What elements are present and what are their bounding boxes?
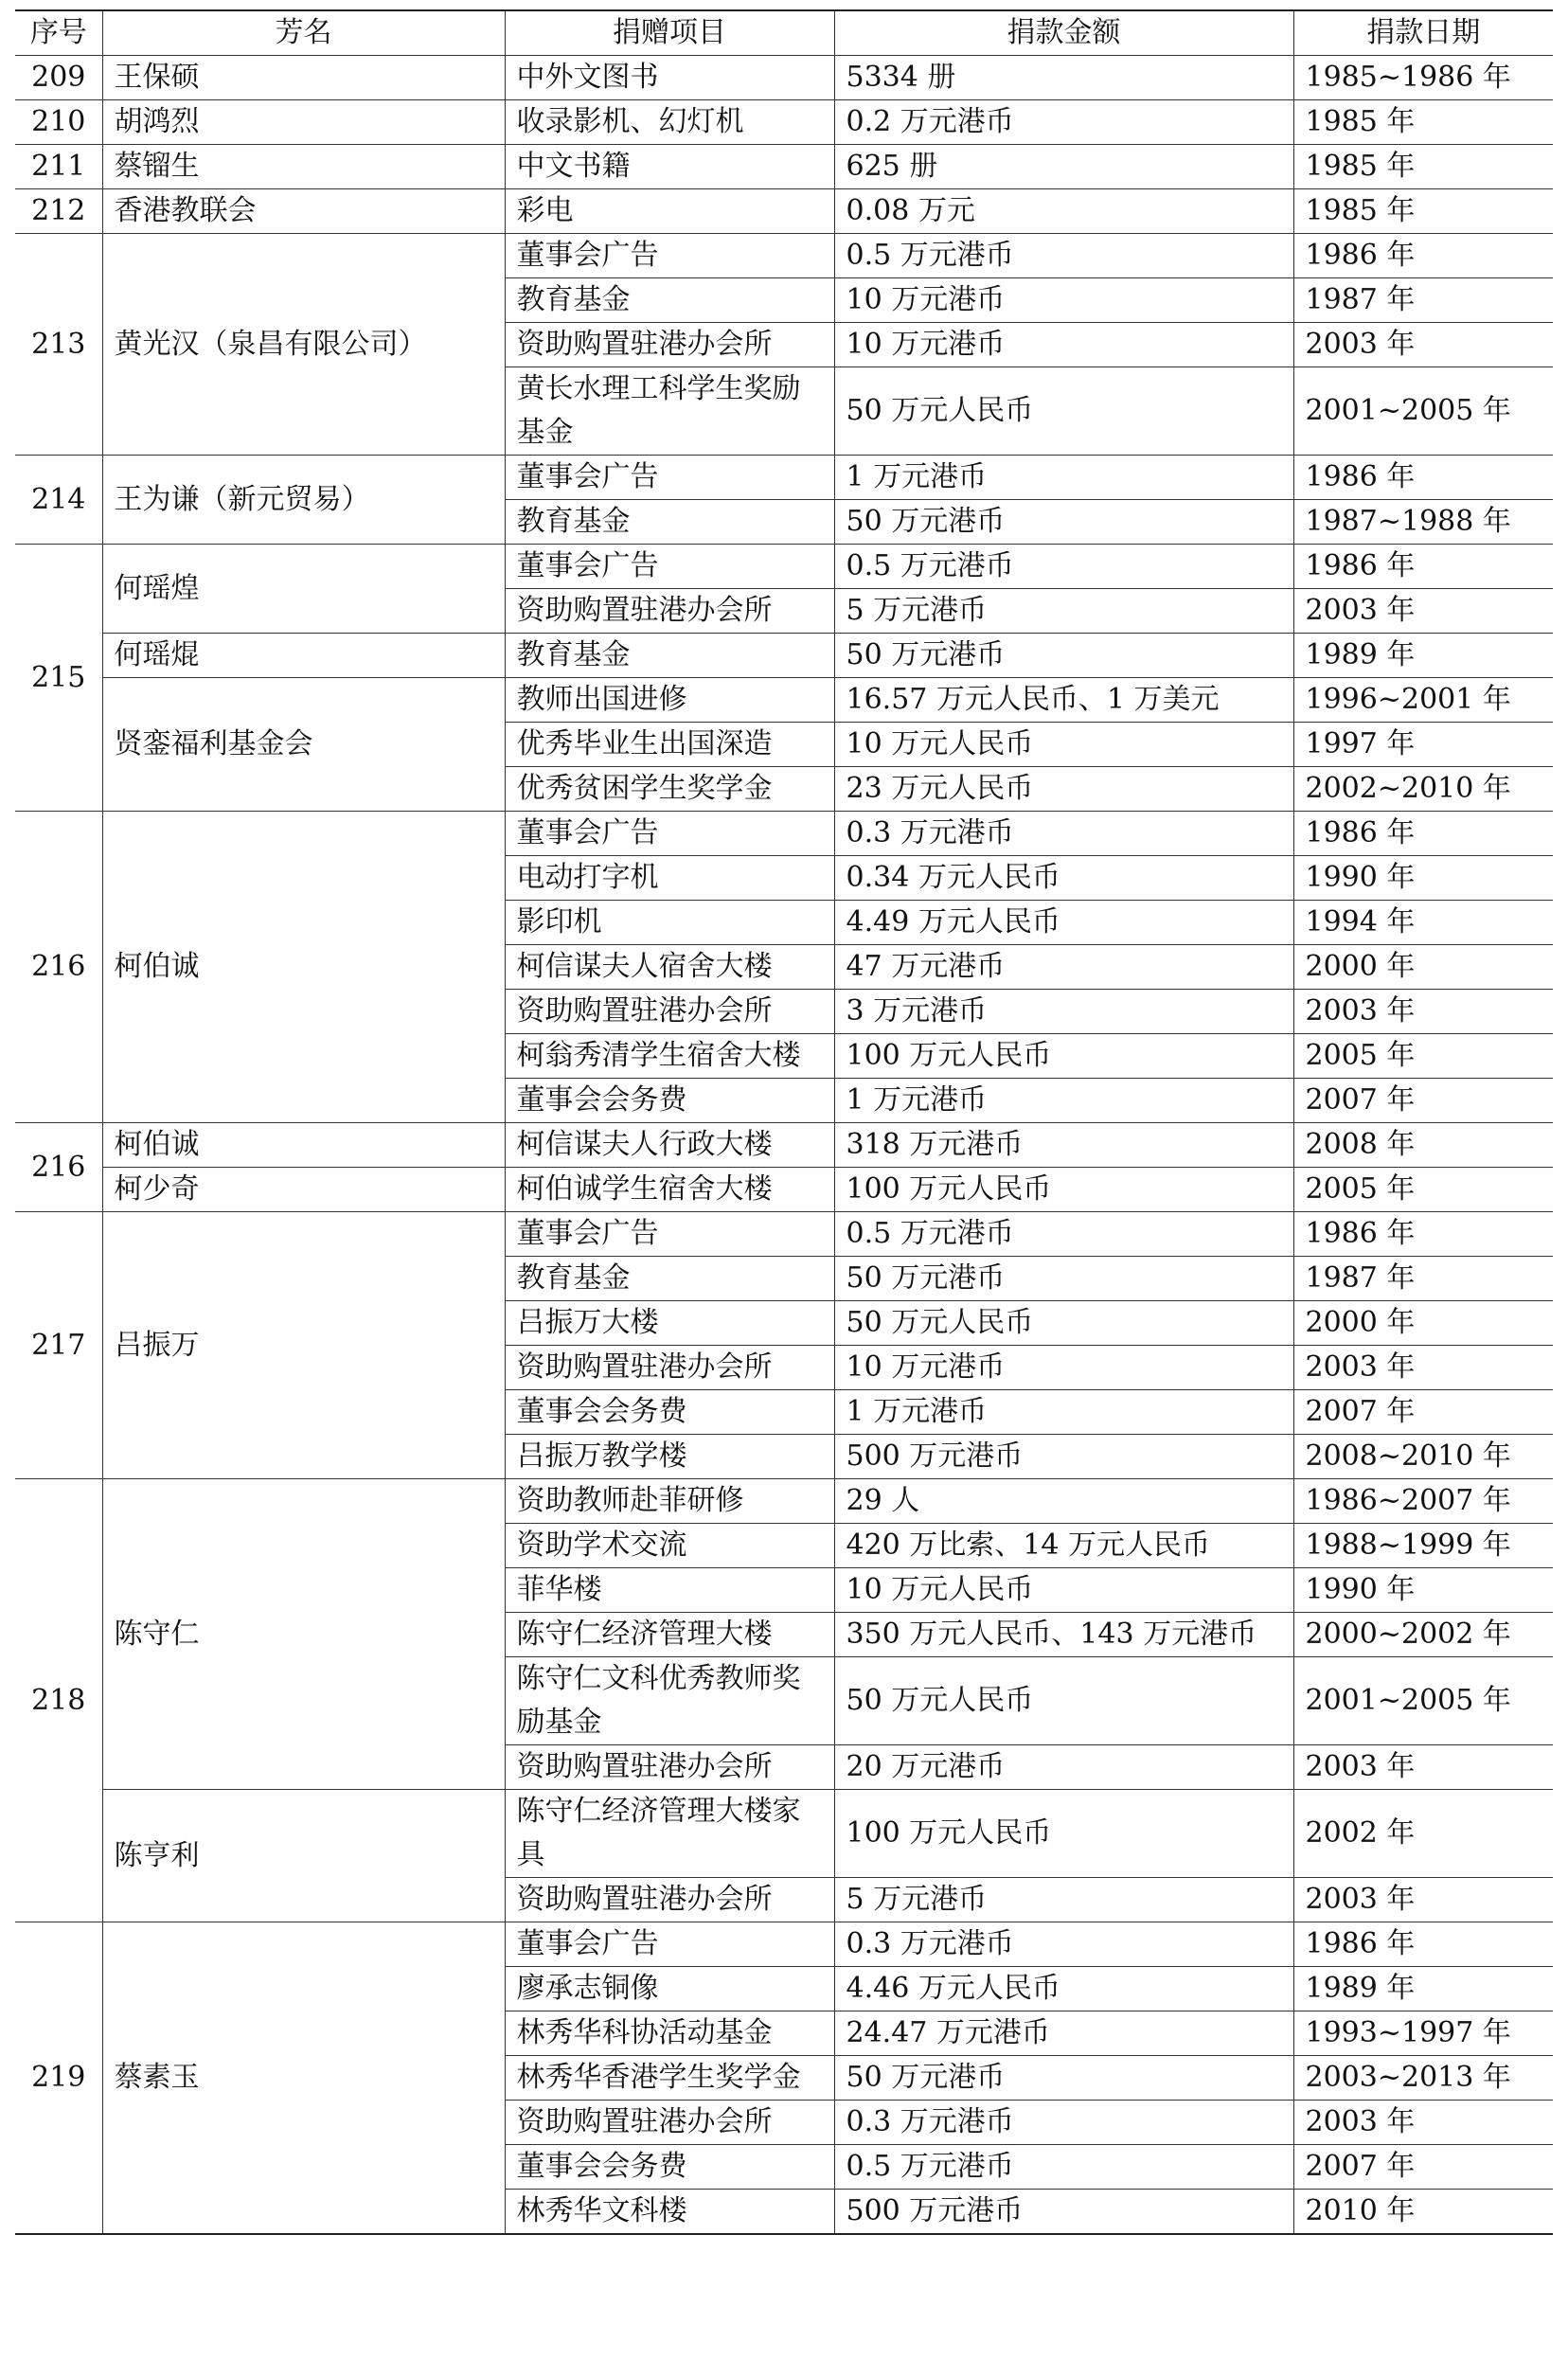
cell-date: 2007 年 <box>1293 2145 1553 2190</box>
cell-item: 优秀贫困学生奖学金 <box>505 767 834 812</box>
cell-no: 216 <box>15 1123 102 1212</box>
cell-item: 影印机 <box>505 901 834 945</box>
cell-amount: 23 万元人民币 <box>834 767 1293 812</box>
table-row <box>15 634 1553 678</box>
cell-amount: 4.46 万元人民币 <box>834 1967 1293 2011</box>
cell-amount: 10 万元港币 <box>834 323 1293 367</box>
cell-item: 教育基金 <box>505 634 834 678</box>
cell-amount: 29 人 <box>834 1479 1293 1524</box>
cell-item: 资助学术交流 <box>505 1524 834 1568</box>
cell-no: 217 <box>15 1212 102 1479</box>
cell-name: 吕振万 <box>102 1212 505 1479</box>
cell-date: 1986 年 <box>1293 1212 1553 1257</box>
cell-amount: 50 万元港币 <box>834 634 1293 678</box>
cell-date: 1993~1997 年 <box>1293 2011 1553 2056</box>
cell-amount: 50 万元人民币 <box>834 367 1293 456</box>
cell-no: 209 <box>15 56 102 100</box>
header-row <box>15 10 1553 56</box>
cell-item: 资助购置驻港办会所 <box>505 323 834 367</box>
table-row <box>15 545 1553 589</box>
table-body <box>15 56 1553 2235</box>
cell-name: 黄光汉（泉昌有限公司） <box>102 234 505 456</box>
cell-name: 香港教联会 <box>102 189 505 234</box>
cell-date: 1986 年 <box>1293 456 1553 500</box>
cell-item: 董事会广告 <box>505 545 834 589</box>
cell-name: 王保硕 <box>102 56 505 100</box>
cell-item: 中文书籍 <box>505 145 834 189</box>
cell-item: 董事会会务费 <box>505 1079 834 1123</box>
cell-name: 柯伯诚 <box>102 1123 505 1168</box>
cell-date: 1989 年 <box>1293 1967 1553 2011</box>
cell-amount: 1 万元港币 <box>834 1390 1293 1435</box>
cell-item: 教师出国进修 <box>505 678 834 723</box>
cell-date: 1985~1986 年 <box>1293 56 1553 100</box>
cell-name: 蔡镏生 <box>102 145 505 189</box>
cell-date: 2003 年 <box>1293 1745 1553 1790</box>
cell-amount: 350 万元人民币、143 万元港币 <box>834 1613 1293 1657</box>
cell-item: 廖承志铜像 <box>505 1967 834 2011</box>
table-row <box>15 1212 1553 1257</box>
cell-date: 1986 年 <box>1293 1922 1553 1967</box>
cell-no: 216 <box>15 812 102 1123</box>
cell-item: 彩电 <box>505 189 834 234</box>
cell-date: 1997 年 <box>1293 723 1553 767</box>
cell-amount: 100 万元人民币 <box>834 1034 1293 1079</box>
cell-item: 林秀华香港学生奖学金 <box>505 2056 834 2101</box>
cell-amount: 10 万元港币 <box>834 1346 1293 1390</box>
cell-name: 陈亨利 <box>102 1790 505 1922</box>
cell-date: 1996~2001 年 <box>1293 678 1553 723</box>
cell-amount: 1 万元港币 <box>834 1079 1293 1123</box>
cell-no: 212 <box>15 189 102 234</box>
cell-item: 董事会广告 <box>505 456 834 500</box>
cell-date: 2003 年 <box>1293 1346 1553 1390</box>
cell-date: 2007 年 <box>1293 1390 1553 1435</box>
cell-amount: 4.49 万元人民币 <box>834 901 1293 945</box>
cell-date: 1987~1988 年 <box>1293 500 1553 545</box>
cell-amount: 0.2 万元港币 <box>834 100 1293 145</box>
cell-date: 2002 年 <box>1293 1790 1553 1878</box>
table-row <box>15 1479 1553 1524</box>
cell-item: 董事会广告 <box>505 1212 834 1257</box>
cell-amount: 500 万元港币 <box>834 2190 1293 2235</box>
cell-date: 1985 年 <box>1293 100 1553 145</box>
cell-amount: 50 万元港币 <box>834 1257 1293 1301</box>
cell-item: 林秀华文科楼 <box>505 2190 834 2235</box>
cell-no: 219 <box>15 1922 102 2235</box>
cell-item: 董事会广告 <box>505 812 834 856</box>
cell-amount: 50 万元港币 <box>834 2056 1293 2101</box>
header-name: 芳名 <box>102 10 505 56</box>
cell-no: 215 <box>15 545 102 812</box>
cell-date: 2001~2005 年 <box>1293 367 1553 456</box>
header-date: 捐款日期 <box>1293 10 1553 56</box>
cell-amount: 100 万元人民币 <box>834 1790 1293 1878</box>
cell-amount: 0.3 万元港币 <box>834 2101 1293 2145</box>
cell-date: 1989 年 <box>1293 634 1553 678</box>
cell-amount: 100 万元人民币 <box>834 1168 1293 1212</box>
cell-name: 王为谦（新元贸易） <box>102 456 505 545</box>
table-row <box>15 456 1553 500</box>
cell-amount: 50 万元人民币 <box>834 1657 1293 1745</box>
cell-date: 1987 年 <box>1293 1257 1553 1301</box>
cell-item: 资助购置驻港办会所 <box>505 990 834 1034</box>
cell-date: 2000 年 <box>1293 1301 1553 1346</box>
cell-amount: 0.3 万元港币 <box>834 1922 1293 1967</box>
table-row <box>15 145 1553 189</box>
table-row <box>15 1168 1553 1212</box>
table-header <box>15 10 1553 56</box>
cell-item: 资助购置驻港办会所 <box>505 1878 834 1922</box>
cell-item: 资助购置驻港办会所 <box>505 589 834 634</box>
cell-date: 2005 年 <box>1293 1168 1553 1212</box>
table-row <box>15 1123 1553 1168</box>
cell-no: 214 <box>15 456 102 545</box>
cell-amount: 10 万元港币 <box>834 278 1293 323</box>
cell-item: 优秀毕业生出国深造 <box>505 723 834 767</box>
donation-table <box>15 9 1553 2235</box>
cell-date: 2000 年 <box>1293 945 1553 990</box>
cell-no: 218 <box>15 1479 102 1922</box>
cell-item: 教育基金 <box>505 278 834 323</box>
cell-date: 1985 年 <box>1293 189 1553 234</box>
cell-item: 林秀华科协活动基金 <box>505 2011 834 2056</box>
cell-date: 1990 年 <box>1293 1568 1553 1613</box>
cell-name: 蔡素玉 <box>102 1922 505 2235</box>
cell-item: 董事会广告 <box>505 234 834 278</box>
cell-item: 陈守仁经济管理大楼 <box>505 1613 834 1657</box>
cell-amount: 500 万元港币 <box>834 1435 1293 1479</box>
cell-date: 2002~2010 年 <box>1293 767 1553 812</box>
cell-date: 2001~2005 年 <box>1293 1657 1553 1745</box>
cell-item: 陈守仁经济管理大楼家具 <box>505 1790 834 1878</box>
cell-amount: 10 万元人民币 <box>834 723 1293 767</box>
cell-date: 1988~1999 年 <box>1293 1524 1553 1568</box>
cell-date: 1986 年 <box>1293 234 1553 278</box>
table-row <box>15 1922 1553 1967</box>
table-row <box>15 812 1553 856</box>
cell-amount: 0.08 万元 <box>834 189 1293 234</box>
cell-amount: 24.47 万元港币 <box>834 2011 1293 2056</box>
cell-date: 2008 年 <box>1293 1123 1553 1168</box>
cell-amount: 420 万比索、14 万元人民币 <box>834 1524 1293 1568</box>
cell-date: 2005 年 <box>1293 1034 1553 1079</box>
cell-item: 黄长水理工科学生奖励基金 <box>505 367 834 456</box>
header-no: 序号 <box>15 10 102 56</box>
cell-name: 胡鸿烈 <box>102 100 505 145</box>
cell-date: 2000~2002 年 <box>1293 1613 1553 1657</box>
cell-item: 菲华楼 <box>505 1568 834 1613</box>
table-row <box>15 678 1553 723</box>
table-row <box>15 1790 1553 1878</box>
cell-name: 何瑶煌 <box>102 545 505 634</box>
cell-date: 2003~2013 年 <box>1293 2056 1553 2101</box>
donation-table-page <box>15 9 1553 2235</box>
cell-date: 2007 年 <box>1293 1079 1553 1123</box>
cell-item: 收录影机、幻灯机 <box>505 100 834 145</box>
cell-amount: 10 万元人民币 <box>834 1568 1293 1613</box>
table-row <box>15 234 1553 278</box>
cell-amount: 5 万元港币 <box>834 1878 1293 1922</box>
cell-item: 董事会会务费 <box>505 1390 834 1435</box>
cell-name: 柯伯诚 <box>102 812 505 1123</box>
cell-item: 柯伯诚学生宿舍大楼 <box>505 1168 834 1212</box>
cell-amount: 5334 册 <box>834 56 1293 100</box>
cell-amount: 1 万元港币 <box>834 456 1293 500</box>
cell-date: 1994 年 <box>1293 901 1553 945</box>
cell-no: 213 <box>15 234 102 456</box>
cell-item: 吕振万教学楼 <box>505 1435 834 1479</box>
cell-item: 资助购置驻港办会所 <box>505 1346 834 1390</box>
cell-no: 210 <box>15 100 102 145</box>
cell-amount: 50 万元港币 <box>834 500 1293 545</box>
cell-item: 柯信谋夫人宿舍大楼 <box>505 945 834 990</box>
cell-amount: 50 万元人民币 <box>834 1301 1293 1346</box>
cell-date: 1986~2007 年 <box>1293 1479 1553 1524</box>
cell-date: 1986 年 <box>1293 812 1553 856</box>
cell-name: 柯少奇 <box>102 1168 505 1212</box>
cell-item: 董事会会务费 <box>505 2145 834 2190</box>
cell-date: 2010 年 <box>1293 2190 1553 2235</box>
cell-date: 2003 年 <box>1293 323 1553 367</box>
table-row <box>15 56 1553 100</box>
cell-amount: 318 万元港币 <box>834 1123 1293 1168</box>
cell-name: 陈守仁 <box>102 1479 505 1790</box>
cell-amount: 0.5 万元港币 <box>834 545 1293 589</box>
cell-item: 资助购置驻港办会所 <box>505 1745 834 1790</box>
cell-item: 吕振万大楼 <box>505 1301 834 1346</box>
cell-item: 资助教师赴菲研修 <box>505 1479 834 1524</box>
cell-date: 1986 年 <box>1293 545 1553 589</box>
cell-date: 2003 年 <box>1293 2101 1553 2145</box>
cell-date: 2003 年 <box>1293 589 1553 634</box>
cell-item: 电动打字机 <box>505 856 834 901</box>
table-row <box>15 100 1553 145</box>
cell-date: 2003 年 <box>1293 1878 1553 1922</box>
table-row <box>15 189 1553 234</box>
cell-amount: 47 万元港币 <box>834 945 1293 990</box>
cell-date: 1990 年 <box>1293 856 1553 901</box>
cell-item: 柯翁秀清学生宿舍大楼 <box>505 1034 834 1079</box>
cell-amount: 0.5 万元港币 <box>834 1212 1293 1257</box>
cell-amount: 0.5 万元港币 <box>834 2145 1293 2190</box>
cell-item: 教育基金 <box>505 1257 834 1301</box>
cell-date: 2003 年 <box>1293 990 1553 1034</box>
cell-item: 董事会广告 <box>505 1922 834 1967</box>
cell-date: 1985 年 <box>1293 145 1553 189</box>
cell-item: 陈守仁文科优秀教师奖励基金 <box>505 1657 834 1745</box>
header-item: 捐赠项目 <box>505 10 834 56</box>
cell-amount: 16.57 万元人民币、1 万美元 <box>834 678 1293 723</box>
cell-amount: 20 万元港币 <box>834 1745 1293 1790</box>
cell-date: 2008~2010 年 <box>1293 1435 1553 1479</box>
cell-date: 1987 年 <box>1293 278 1553 323</box>
cell-amount: 625 册 <box>834 145 1293 189</box>
cell-amount: 0.5 万元港币 <box>834 234 1293 278</box>
cell-amount: 0.3 万元港币 <box>834 812 1293 856</box>
cell-no: 211 <box>15 145 102 189</box>
cell-item: 教育基金 <box>505 500 834 545</box>
cell-item: 柯信谋夫人行政大楼 <box>505 1123 834 1168</box>
cell-item: 资助购置驻港办会所 <box>505 2101 834 2145</box>
cell-name: 何瑶焜 <box>102 634 505 678</box>
header-amount: 捐款金额 <box>834 10 1293 56</box>
cell-name: 贤銮福利基金会 <box>102 678 505 812</box>
cell-item: 中外文图书 <box>505 56 834 100</box>
cell-amount: 3 万元港币 <box>834 990 1293 1034</box>
cell-amount: 0.34 万元人民币 <box>834 856 1293 901</box>
cell-amount: 5 万元港币 <box>834 589 1293 634</box>
